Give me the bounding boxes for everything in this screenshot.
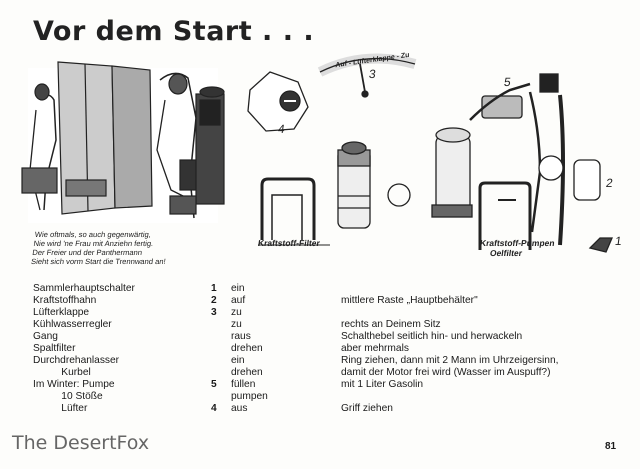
- row-num: 5: [211, 379, 217, 390]
- row-action: füllen: [231, 379, 256, 390]
- pump-assembly: [432, 74, 612, 252]
- row-item: 10 Stöße: [33, 391, 103, 402]
- row-num: 1: [211, 283, 217, 294]
- label-flap: Auf - Lüfterklappe - Zu: [335, 51, 410, 70]
- row-action: auf: [231, 295, 246, 306]
- row-note: Ring ziehen, dann mit 2 Mann im Uhrzeigersinn,: [341, 355, 559, 366]
- label-num-3: 3: [368, 67, 377, 81]
- row-item: Kühlwasserregler: [33, 319, 112, 330]
- row-action: zu: [231, 307, 242, 318]
- row-action: drehen: [231, 367, 263, 378]
- row-item: Durchdrehanlasser: [33, 355, 120, 366]
- row-item: Sammlerhauptschalter: [33, 283, 135, 294]
- row-item: Kurbel: [33, 367, 91, 378]
- row-action: zu: [231, 319, 242, 330]
- flap-control: [248, 59, 415, 131]
- row-action: aus: [231, 403, 248, 414]
- caption-line: Sieht sich vorm Start die Trennwand an!: [30, 257, 167, 266]
- row-action: raus: [231, 331, 251, 342]
- row-note: damit der Motor frei wird (Wasser im Auspuff?): [341, 367, 551, 378]
- caption-line: Der Freier und der Panthermann: [31, 248, 143, 257]
- label-num-1: 1: [614, 234, 623, 248]
- row-note: mittlere Raste „Hauptbehälter": [341, 295, 478, 306]
- row-item: Kraftstoffhahn: [33, 295, 97, 306]
- row-item: Im Winter: Pumpe: [33, 379, 115, 390]
- page-title: Vor dem Start . . .: [33, 16, 315, 47]
- row-action: drehen: [231, 343, 263, 354]
- row-note: Griff ziehen: [341, 403, 393, 414]
- row-action: pumpen: [231, 391, 268, 402]
- row-item: Lüfterklappe: [33, 307, 90, 318]
- label-fuel-filter: Kraftstoff-Filter: [257, 238, 321, 248]
- label-pump-filter-1: Kraftstoff-Pumpen: [479, 238, 556, 248]
- caption-line: Nie wird 'ne Frau mit Anziehn fertig.: [33, 239, 154, 248]
- caption-line: Wie oftmals, so auch gegenwärtig,: [34, 230, 152, 239]
- row-item: Gang: [33, 331, 58, 342]
- cartoon-scene: [22, 62, 224, 223]
- row-num: 2: [211, 295, 217, 306]
- row-action: ein: [231, 355, 245, 366]
- row-note: mit 1 Liter Gasolin: [341, 379, 424, 390]
- label-num-4: 4: [277, 122, 286, 136]
- row-action: ein: [231, 283, 245, 294]
- row-item: Lüfter: [33, 403, 88, 414]
- row-note: aber mehrmals: [341, 343, 409, 354]
- label-num-2: 2: [605, 176, 614, 190]
- row-note: Schalthebel seitlich hin- und herwackeln: [341, 331, 523, 342]
- label-num-5: 5: [503, 75, 512, 89]
- row-note: rechts an Deinem Sitz: [341, 319, 441, 330]
- row-num: 3: [211, 307, 217, 318]
- row-item: Spaltfilter: [33, 343, 76, 354]
- label-pump-filter-2: Oelfilter: [489, 248, 523, 258]
- cartoon-caption: [30, 230, 170, 266]
- page-number: 81: [605, 441, 617, 452]
- fuel-filter: [262, 142, 410, 240]
- row-num: 4: [211, 403, 217, 414]
- watermark-brand: The DesertFox: [12, 432, 150, 454]
